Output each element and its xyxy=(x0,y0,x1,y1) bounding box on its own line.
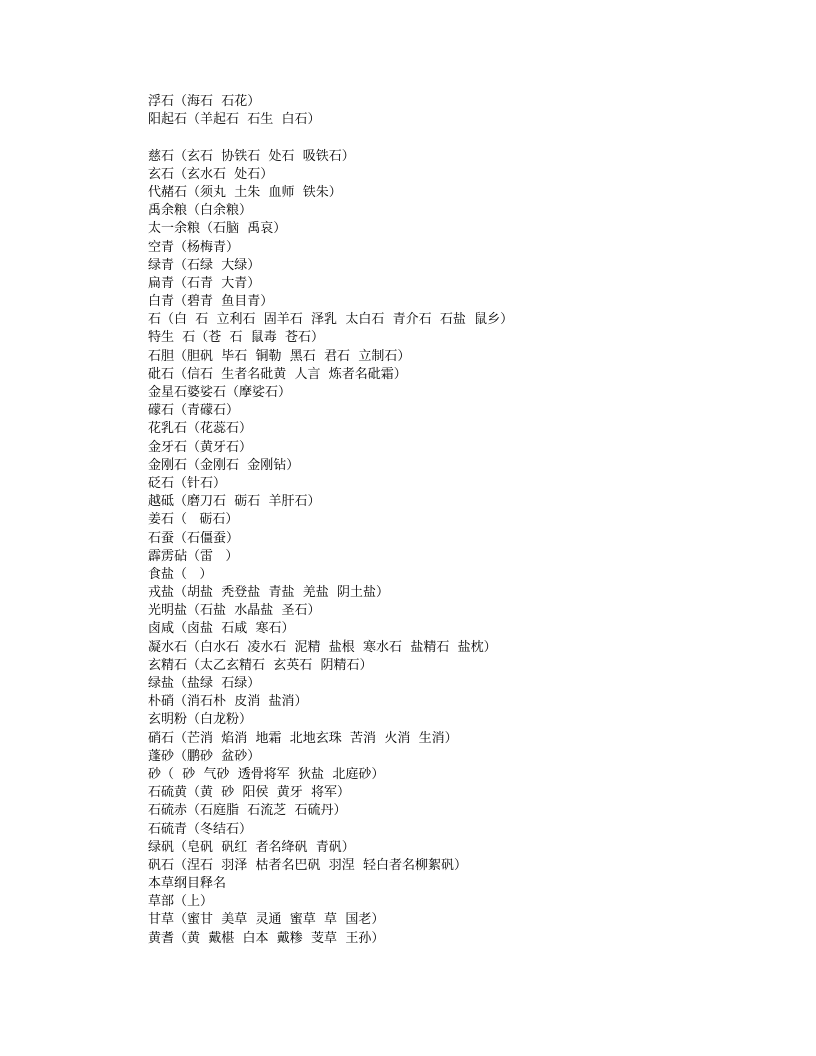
text-line: 凝水石（白水石 凌水石 泥精 盐根 寒水石 盐精石 盐枕） xyxy=(148,639,497,655)
text-line: 浮石（海石 石花） xyxy=(148,94,261,109)
text-line: 砒石（信石 生者名砒黄 人言 炼者名砒霜） xyxy=(148,366,407,382)
text-line: 扁青（石青 大青） xyxy=(148,275,261,291)
text-line: 花乳石（花蕊石） xyxy=(148,421,253,437)
text-line: 黄耆（黄 戴椹 白本 戴糁 芰草 王孙） xyxy=(148,930,385,946)
text-line: 光明盐（石盐 水晶盐 圣石） xyxy=(148,603,321,619)
text-line: 石蚕（石僵蚕） xyxy=(148,530,240,546)
text-line: 朴硝（消石朴 皮消 盐消） xyxy=(148,694,308,710)
section-heading: 本草纲目释名 xyxy=(148,876,227,892)
text-line: 食盐（ ） xyxy=(148,566,213,582)
text-line: 绿盐（盐绿 石绿） xyxy=(148,676,261,691)
text-line: 戎盐（胡盐 秃登盐 青盐 羌盐 阴土盐） xyxy=(148,585,390,601)
text-line: 砂（ 砂 气砂 透骨将军 狄盐 北庭砂） xyxy=(148,766,385,782)
text-line: 空青（杨梅青） xyxy=(148,239,240,255)
text-line: 姜石（ 砺石） xyxy=(148,512,239,528)
text-line: 石硫赤（石庭脂 石流芝 石硫丹） xyxy=(148,803,347,819)
text-line: 金刚石（金刚石 金刚钻） xyxy=(148,457,300,473)
text-line: 卤咸（卤盐 石咸 寒石） xyxy=(148,621,295,637)
text-line: 礞石（青礞石） xyxy=(148,403,240,419)
text-line: 绿矾（皂矾 矾红 者名绛矾 青矾） xyxy=(148,839,355,855)
text-line: 玄精石（太乙玄精石 玄英石 阴精石） xyxy=(148,657,373,673)
text-line: 砭石（针石） xyxy=(148,475,227,491)
text-line: 阳起石（羊起石 石生 白石） xyxy=(148,112,321,128)
text-line: 霹雳砧（雷 ） xyxy=(148,548,239,564)
text-line: 金牙石（黄牙石） xyxy=(148,439,253,455)
text-line: 甘草（蜜甘 美草 灵通 蜜草 草 国老） xyxy=(148,912,385,928)
text-line: 金星石婆娑石（摩娑石） xyxy=(148,385,292,400)
section-subheading: 草部（上） xyxy=(148,894,214,910)
text-line: 硝石（芒消 焰消 地霜 北地玄珠 苦消 火消 生消） xyxy=(148,730,458,746)
text-line: 代赭石（须丸 土朱 血师 铁朱） xyxy=(148,184,342,200)
text-line: 慈石（玄石 协铁石 处石 吸铁石） xyxy=(148,148,355,164)
text-line: 石（白 石 立利石 固羊石 泽乳 太白石 青介石 石盐 鼠乡） xyxy=(148,312,514,328)
blank-line xyxy=(148,129,788,147)
text-line: 禹余粮（白余粮） xyxy=(148,203,253,219)
text-line: 绿青（石绿 大绿） xyxy=(148,257,261,273)
text-line: 越砥（磨刀石 砺石 羊肝石） xyxy=(148,494,321,510)
text-line: 玄明粉（白龙粉） xyxy=(148,712,253,728)
text-line: 蓬砂（鹏砂 盆砂） xyxy=(148,748,261,764)
text-line: 太一余粮（石脑 禹哀） xyxy=(148,221,287,237)
text-line: 石硫青（冬结石） xyxy=(148,821,253,837)
text-line: 石硫黄（黄 砂 阳侯 黄牙 将军） xyxy=(148,785,351,801)
text-line: 矾石（涅石 羽泽 枯者名巴矾 羽涅 轻白者名柳絮矾） xyxy=(148,857,468,873)
text-line: 特生 石（苍 石 鼠毒 苍石） xyxy=(148,330,325,346)
text-line: 石胆（胆矾 毕石 铜勒 黑石 君石 立制石） xyxy=(148,348,411,364)
text-line: 白青（碧青 鱼目青） xyxy=(148,294,274,310)
text-line: 玄石（玄水石 处石） xyxy=(148,166,274,182)
document-body xyxy=(148,93,788,948)
